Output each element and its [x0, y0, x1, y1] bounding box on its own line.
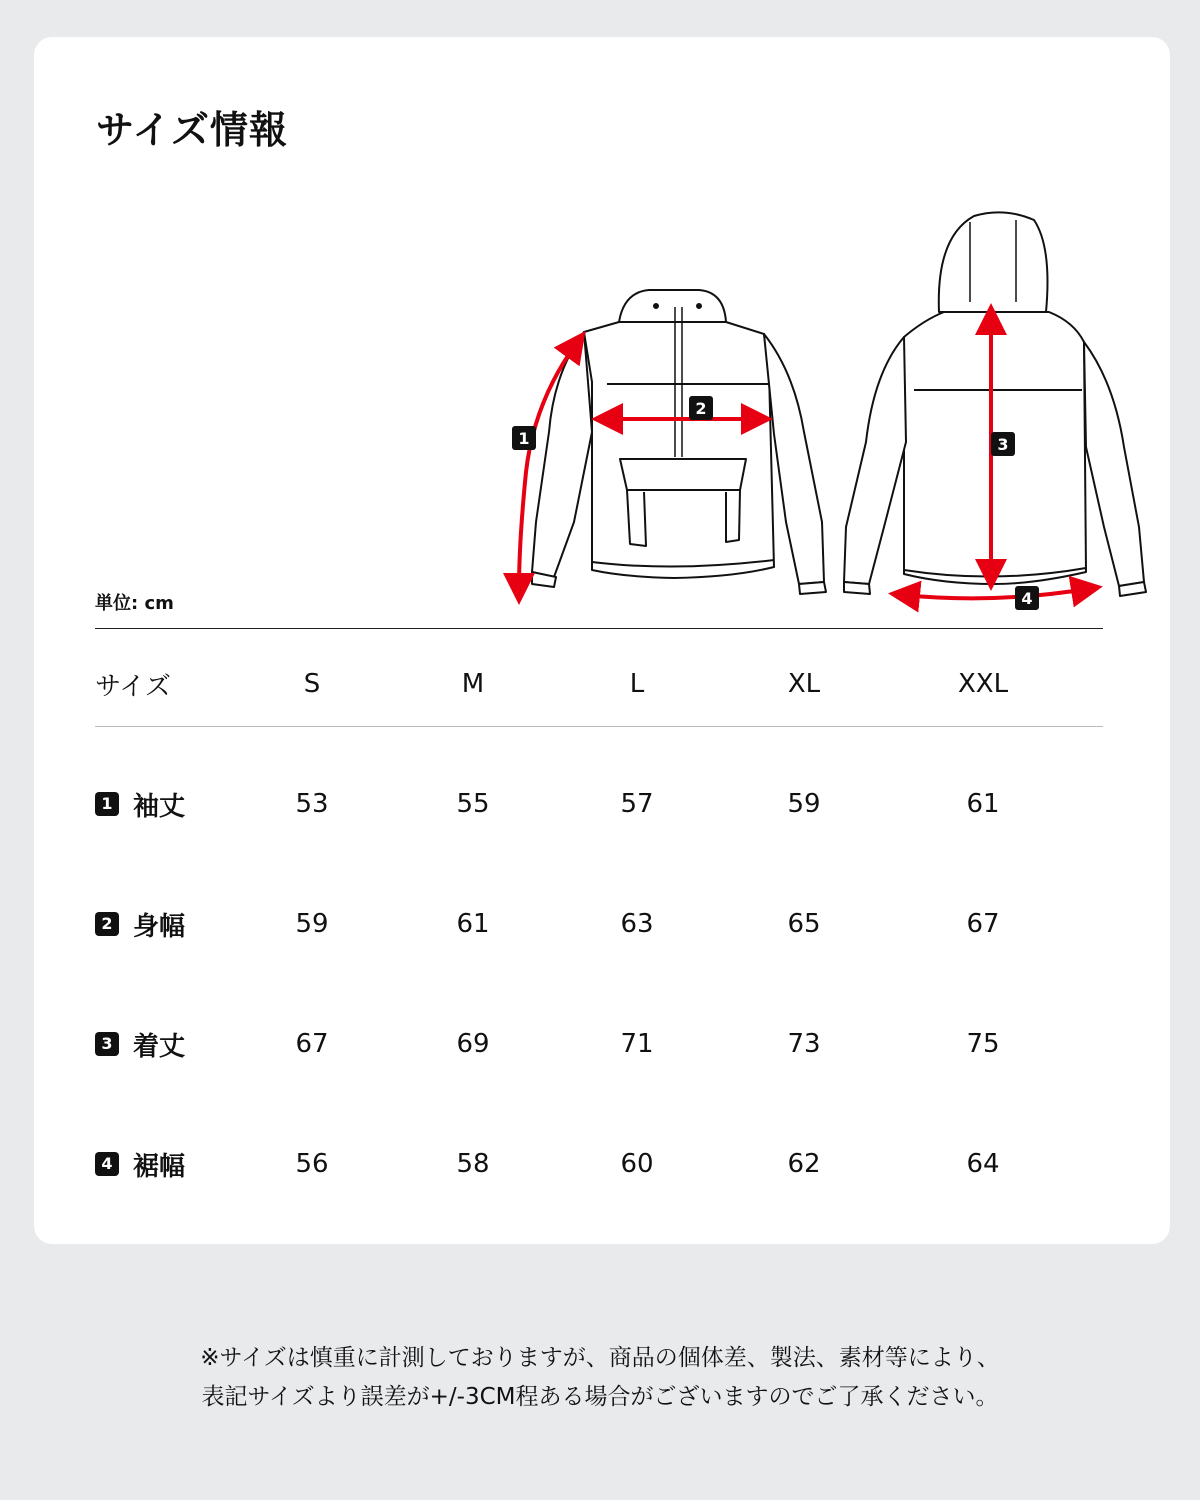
table-cell: 61 — [966, 789, 1000, 819]
table-cell: 59 — [295, 909, 329, 939]
table-cell: 53 — [295, 789, 329, 819]
table-cell: 55 — [456, 789, 490, 819]
badge-1-marker — [512, 426, 536, 450]
table-cell: 67 — [295, 1029, 329, 1059]
svg-text:2: 2 — [695, 399, 707, 418]
disclaimer-line-1: ※サイズは慎重に計測しておりますが、商品の個体差、製法、素材等により、 — [200, 1345, 1000, 1371]
table-cell: 63 — [620, 909, 654, 939]
table-cell: 65 — [787, 909, 821, 939]
table-row — [34, 774, 1170, 834]
table-cell: 56 — [295, 1149, 329, 1179]
table-cell: 64 — [966, 1149, 1000, 1179]
jacket-measurement-diagram — [474, 172, 1164, 632]
badge-4-marker — [1015, 586, 1039, 610]
table-cell: 67 — [966, 909, 1000, 939]
table-header-row — [34, 654, 1170, 714]
badge-2-marker — [689, 396, 713, 420]
hem-width-arrow — [904, 589, 1087, 598]
size-info-card — [34, 37, 1170, 1244]
table-header-rule — [95, 726, 1103, 727]
table-cell: 57 — [620, 789, 654, 819]
row-label-text: 裾幅 — [133, 1151, 186, 1182]
table-cell: 60 — [620, 1149, 654, 1179]
table-cell: 73 — [787, 1029, 821, 1059]
row-label — [95, 894, 185, 954]
size-col-m: M — [461, 669, 485, 699]
table-row — [34, 1134, 1170, 1194]
table-cell: 58 — [456, 1149, 490, 1179]
table-top-rule — [95, 628, 1103, 629]
unit-label: 単位: cm — [95, 593, 174, 614]
row-label-text: 身幅 — [133, 911, 186, 942]
table-row — [34, 894, 1170, 954]
row-label-text: 着丈 — [133, 1031, 186, 1062]
row-label — [95, 1134, 185, 1194]
size-col-l: L — [629, 669, 645, 699]
front-jacket-drawing — [532, 290, 826, 594]
size-col-s: S — [303, 669, 321, 699]
size-col-xl: XL — [787, 669, 821, 699]
table-cell: 61 — [456, 909, 490, 939]
table-cell: 71 — [620, 1029, 654, 1059]
svg-text:4: 4 — [1021, 589, 1033, 608]
row-number-badge: 4 — [95, 1152, 119, 1176]
row-number-badge: 2 — [95, 912, 119, 936]
badge-3-marker — [991, 432, 1015, 456]
table-cell: 69 — [456, 1029, 490, 1059]
table-cell: 59 — [787, 789, 821, 819]
table-cell: 75 — [966, 1029, 1000, 1059]
row-label — [95, 1014, 185, 1074]
row-label-text: 袖丈 — [133, 791, 186, 822]
disclaimer-line-2: 表記サイズより誤差が+/-3CM程ある場合がございますのでご了承ください。 — [201, 1384, 999, 1410]
back-jacket-drawing — [844, 212, 1146, 596]
row-label — [95, 774, 185, 834]
svg-text:1: 1 — [518, 429, 530, 448]
table-row — [34, 1014, 1170, 1074]
table-cell: 62 — [787, 1149, 821, 1179]
svg-text:3: 3 — [997, 435, 1009, 454]
row-number-badge: 1 — [95, 792, 119, 816]
row-number-badge: 3 — [95, 1032, 119, 1056]
page-title: サイズ情報 — [96, 108, 288, 152]
size-col-xxl: XXL — [957, 669, 1009, 699]
size-header-label: サイズ — [95, 671, 171, 702]
